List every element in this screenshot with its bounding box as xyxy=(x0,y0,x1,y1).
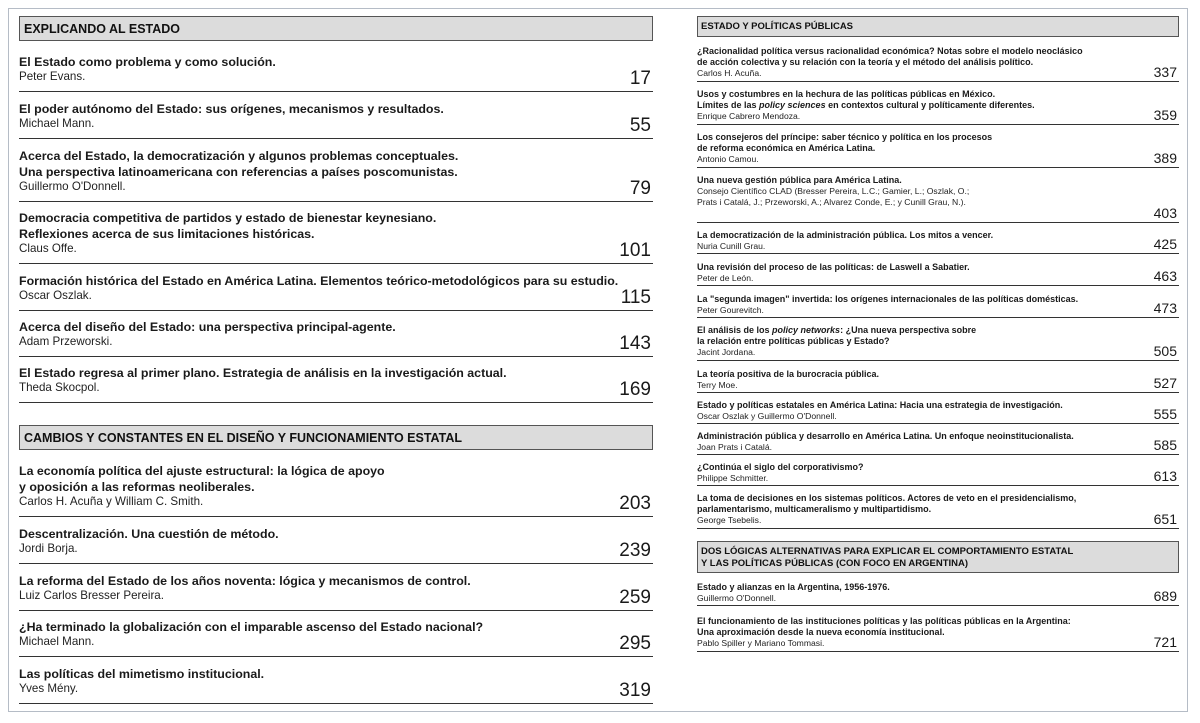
page-number: 337 xyxy=(1153,64,1177,80)
entry-author-line: Michael Mann. xyxy=(19,117,95,130)
entry-title-line: Límites de las policy sciences en contextos cultural y políticamente diferentes. xyxy=(697,100,1035,110)
entry-title-line: La "segunda imagen" invertida: los orígenes internacionales de las políticas domésticas. xyxy=(697,294,1079,304)
toc-entry[interactable] xyxy=(697,262,1179,286)
entry-title xyxy=(697,46,1179,68)
toc-entry[interactable] xyxy=(697,89,1179,125)
entry-author-line: Carlos H. Acuña y William C. Smith. xyxy=(19,495,204,508)
toc-entry[interactable] xyxy=(697,400,1179,424)
entry-author-line: Joan Prats i Catalá. xyxy=(697,442,772,452)
toc-entry[interactable] xyxy=(697,431,1179,455)
entry-author xyxy=(19,682,653,696)
toc-entry[interactable] xyxy=(697,132,1179,168)
page-number: 651 xyxy=(1153,511,1177,527)
page-number: 689 xyxy=(1153,588,1177,604)
page-number: 79 xyxy=(629,178,651,199)
entry-title-line: Reflexiones acerca de sus limitaciones históricas. xyxy=(19,227,315,241)
entry-author-line: Theda Skocpol. xyxy=(19,381,100,394)
entry-title-line: Estado y alianzas en la Argentina, 1956-1976. xyxy=(697,582,890,592)
toc-entry[interactable] xyxy=(19,54,653,92)
entry-author-line: Peter Gourevitch. xyxy=(697,305,764,315)
entry-author xyxy=(697,638,1179,649)
entry-author xyxy=(697,241,1179,252)
toc-entry[interactable] xyxy=(697,294,1179,318)
entry-author xyxy=(19,180,653,194)
entry-author-line: Peter Evans. xyxy=(19,70,86,83)
toc-entry[interactable] xyxy=(19,365,653,403)
entry-title-line: Usos y costumbres en la hechura de las políticas públicas en México. xyxy=(697,89,996,99)
toc-entry[interactable] xyxy=(19,666,653,704)
section-entries-dos-logicas xyxy=(697,582,1179,652)
toc-entry[interactable] xyxy=(19,273,653,311)
entry-author xyxy=(697,411,1179,422)
entry-title-line: de acción colectiva y su relación con la teoría y el método del análisis político. xyxy=(697,57,1034,67)
entry-author-line: Jacint Jordana. xyxy=(697,347,756,357)
page-number: 169 xyxy=(619,379,651,400)
entry-author xyxy=(19,70,653,84)
toc-entry[interactable] xyxy=(697,616,1179,652)
entry-title xyxy=(19,210,653,242)
entry-title-line: Acerca del diseño del Estado: una perspectiva principal-agente. xyxy=(19,320,396,334)
toc-entry[interactable] xyxy=(19,210,653,264)
entry-title xyxy=(19,619,653,635)
entry-title xyxy=(697,462,1179,473)
section-entries-explicando xyxy=(19,54,653,403)
entry-author xyxy=(697,154,1179,165)
section-entries-estado-politicas xyxy=(697,46,1179,529)
entry-author-line: Claus Offe. xyxy=(19,242,77,255)
entry-title-line: Una perspectiva latinoamericana con referencias a países poscomunistas. xyxy=(19,165,458,179)
entry-author xyxy=(697,305,1179,316)
entry-title-line: La toma de decisiones en los sistemas políticos. Actores de veto en el presidencialismo, xyxy=(697,493,1077,503)
section-heading-dos-logicas xyxy=(697,541,1179,573)
toc-entry[interactable] xyxy=(19,463,653,517)
entry-title-line: ¿Ha terminado la globalización con el imparable ascenso del Estado nacional? xyxy=(19,620,484,634)
page-number: 555 xyxy=(1153,406,1177,422)
page-number: 17 xyxy=(629,68,651,89)
section-heading-cambios: CAMBIOS Y CONSTANTES EN EL DISEÑO Y FUNCIONAMIENTO ESTATAL xyxy=(19,425,653,450)
toc-entry[interactable] xyxy=(19,526,653,564)
entry-title xyxy=(19,666,653,682)
entry-author-line: Yves Mény. xyxy=(19,682,79,695)
entry-author-line: Guillermo O'Donnell. xyxy=(697,593,777,603)
entry-title-line: y oposición a las reformas neoliberales. xyxy=(19,480,255,494)
entry-author xyxy=(19,381,653,395)
entry-title-line: La democratización de la administración pública. Los mitos a vencer. xyxy=(697,230,994,240)
entry-title xyxy=(697,493,1179,515)
entry-title-line: El poder autónomo del Estado: sus orígenes, mecanismos y resultados. xyxy=(19,102,444,116)
toc-entry[interactable] xyxy=(697,230,1179,254)
section-entries-cambios xyxy=(19,463,653,704)
entry-title xyxy=(19,101,653,117)
page-number: 101 xyxy=(619,240,651,261)
page-number: 203 xyxy=(619,493,651,514)
entry-title-line: Los consejeros del príncipe: saber técnico y política en los procesos xyxy=(697,132,993,142)
page-number: 239 xyxy=(619,540,651,561)
entry-author-line: Enrique Cabrero Mendoza. xyxy=(697,111,801,121)
toc-entry[interactable] xyxy=(697,175,1179,223)
italic-term: policy sciences xyxy=(759,100,826,110)
entry-author xyxy=(19,495,653,509)
page-number: 527 xyxy=(1153,375,1177,391)
entry-title xyxy=(697,582,1179,593)
entry-title-line: La reforma del Estado de los años noventa: lógica y mecanismos de control. xyxy=(19,574,471,588)
entry-title xyxy=(697,175,1179,186)
toc-entry[interactable] xyxy=(697,325,1179,361)
page-number: 55 xyxy=(629,115,651,136)
entry-title xyxy=(697,230,1179,241)
entry-author xyxy=(697,347,1179,358)
entry-title-line: Administración pública y desarrollo en América Latina. Un enfoque neoinstitucionalista. xyxy=(697,431,1074,441)
entry-title-line: Democracia competitiva de partidos y estado de bienestar keynesiano. xyxy=(19,211,437,225)
toc-entry[interactable] xyxy=(19,319,653,357)
entry-title-line: Una revisión del proceso de las políticas: de Laswell a Sabatier. xyxy=(697,262,970,272)
entry-author-line: Prats i Catalá, J.; Przeworski, A.; Alvarez Conde, E.; y Cunill Grau, N.). xyxy=(697,197,966,207)
right-column xyxy=(697,16,1179,652)
entry-author-line: Guillermo O'Donnell. xyxy=(19,180,126,193)
page-number: 115 xyxy=(620,287,651,308)
page-number: 359 xyxy=(1153,107,1177,123)
entry-author xyxy=(697,515,1179,526)
page-number: 613 xyxy=(1153,468,1177,484)
toc-entry[interactable] xyxy=(19,619,653,657)
page-number: 389 xyxy=(1153,150,1177,166)
entry-author-line: Philippe Schmitter. xyxy=(697,473,769,483)
entry-title-line: ¿Continúa el siglo del corporativismo? xyxy=(697,462,864,472)
entry-title xyxy=(697,89,1179,111)
entry-title-line: Descentralización. Una cuestión de método. xyxy=(19,527,279,541)
toc-entry[interactable] xyxy=(697,46,1179,82)
entry-author-line: Antonio Camou. xyxy=(697,154,759,164)
section-heading-line: ESTADO Y POLÍTICAS PÚBLICAS xyxy=(701,21,854,32)
entry-author xyxy=(19,542,653,556)
entry-author-line: George Tsebelis. xyxy=(697,515,762,525)
page-number: 319 xyxy=(619,680,651,701)
entry-author xyxy=(697,380,1179,391)
entry-title-line: la relación entre políticas públicas y Estado? xyxy=(697,336,890,346)
page-number: 295 xyxy=(619,633,651,654)
entry-author xyxy=(697,273,1179,284)
entry-author xyxy=(697,442,1179,453)
entry-author xyxy=(697,593,1179,604)
entry-title-line: Acerca del Estado, la democratización y algunos problemas conceptuales. xyxy=(19,149,459,163)
entry-title-line: El funcionamiento de las instituciones políticas y las políticas públicas en la Argentina: xyxy=(697,616,1071,626)
page-number: 143 xyxy=(619,333,651,354)
entry-author-line: Michael Mann. xyxy=(19,635,95,648)
entry-author xyxy=(697,111,1179,122)
page-number: 721 xyxy=(1153,634,1177,650)
entry-author xyxy=(19,289,653,303)
entry-author xyxy=(19,335,653,349)
toc-entry[interactable] xyxy=(697,493,1179,529)
entry-author-line: Oscar Oszlak y Guillermo O'Donnell. xyxy=(697,411,837,421)
page-number: 403 xyxy=(1153,205,1177,221)
toc-entry[interactable] xyxy=(697,369,1179,393)
entry-author xyxy=(697,186,1179,208)
entry-title xyxy=(697,262,1179,273)
toc-entry[interactable] xyxy=(19,573,653,611)
entry-title-line: Una nueva gestión pública para América Latina. xyxy=(697,175,902,185)
entry-title-line: Una aproximación desde la nueva economía institucional. xyxy=(697,627,945,637)
entry-title xyxy=(697,431,1179,442)
entry-author-line: Pablo Spiller y Mariano Tommasi. xyxy=(697,638,825,648)
italic-term: policy networks xyxy=(772,325,841,335)
entry-title-line: Estado y políticas estatales en América Latina: Hacia una estrategia de investigación. xyxy=(697,400,1063,410)
entry-author xyxy=(697,473,1179,484)
entry-title-line: El Estado regresa al primer plano. Estrategia de análisis en la investigación actual. xyxy=(19,366,507,380)
entry-author xyxy=(19,635,653,649)
page-number: 473 xyxy=(1153,300,1177,316)
entry-author xyxy=(19,589,653,603)
entry-title-line: El Estado como problema y como solución. xyxy=(19,55,276,69)
entry-title-line: Formación histórica del Estado en América Latina. Elementos teórico-metodológicos para su estudio. xyxy=(19,274,619,288)
toc-entry[interactable] xyxy=(697,582,1179,606)
entry-title-line: de reforma económica en América Latina. xyxy=(697,143,876,153)
entry-author xyxy=(19,242,653,256)
entry-title xyxy=(19,319,653,335)
entry-title xyxy=(697,325,1179,347)
entry-title xyxy=(697,132,1179,154)
entry-author xyxy=(697,68,1179,79)
entry-title xyxy=(19,273,653,289)
entry-title-line: Las políticas del mimetismo institucional. xyxy=(19,667,265,681)
entry-title-line: ¿Racionalidad política versus racionalidad económica? Notas sobre el modelo neoclásico xyxy=(697,46,1083,56)
toc-entry[interactable] xyxy=(697,462,1179,486)
section-heading-explicando: EXPLICANDO AL ESTADO xyxy=(19,16,653,41)
entry-author-line: Nuria Cunill Grau. xyxy=(697,241,766,251)
entry-title-line: parlamentarismo, multicameralismo y multipartidismo. xyxy=(697,504,932,514)
entry-title xyxy=(19,365,653,381)
entry-author xyxy=(19,117,653,131)
entry-title xyxy=(19,463,653,495)
entry-author-line: Adam Przeworski. xyxy=(19,335,113,348)
page-number: 463 xyxy=(1153,268,1177,284)
entry-author-line: Consejo Científico CLAD (Bresser Pereira, L.C.; Gamier, L.; Oszlak, O.; xyxy=(697,186,970,196)
entry-title xyxy=(697,294,1179,305)
page-number: 585 xyxy=(1153,437,1177,453)
entry-title xyxy=(697,369,1179,380)
entry-title xyxy=(19,526,653,542)
entry-author-line: Oscar Oszlak. xyxy=(19,289,92,302)
entry-title xyxy=(697,616,1179,638)
toc-entry[interactable] xyxy=(19,148,653,202)
entry-title-line: La economía política del ajuste estructural: la lógica de apoyo xyxy=(19,464,385,478)
entry-author-line: Carlos H. Acuña. xyxy=(697,68,762,78)
page-number: 259 xyxy=(619,587,651,608)
page-number: 425 xyxy=(1153,236,1177,252)
entry-title xyxy=(19,148,653,180)
entry-author-line: Peter de León. xyxy=(697,273,754,283)
entry-title xyxy=(19,573,653,589)
section-heading-estado-politicas xyxy=(697,16,1179,37)
toc-entry[interactable] xyxy=(19,101,653,139)
entry-title xyxy=(697,400,1179,411)
entry-author-line: Luiz Carlos Bresser Pereira. xyxy=(19,589,164,602)
entry-title-line: La teoría positiva de la burocracia pública. xyxy=(697,369,880,379)
page-number: 505 xyxy=(1153,343,1177,359)
left-column xyxy=(19,16,653,704)
entry-title xyxy=(19,54,653,70)
entry-author-line: Jordi Borja. xyxy=(19,542,78,555)
section-heading-line: Y LAS POLÍTICAS PÚBLICAS (CON FOCO EN ARGENTINA) xyxy=(701,558,969,569)
section-heading-line: DOS LÓGICAS ALTERNATIVAS PARA EXPLICAR EL COMPORTAMIENTO ESTATAL xyxy=(701,546,1074,557)
entry-author-line: Terry Moe. xyxy=(697,380,738,390)
entry-title-line: El análisis de los policy networks: ¿Una nueva perspectiva sobre xyxy=(697,325,977,335)
